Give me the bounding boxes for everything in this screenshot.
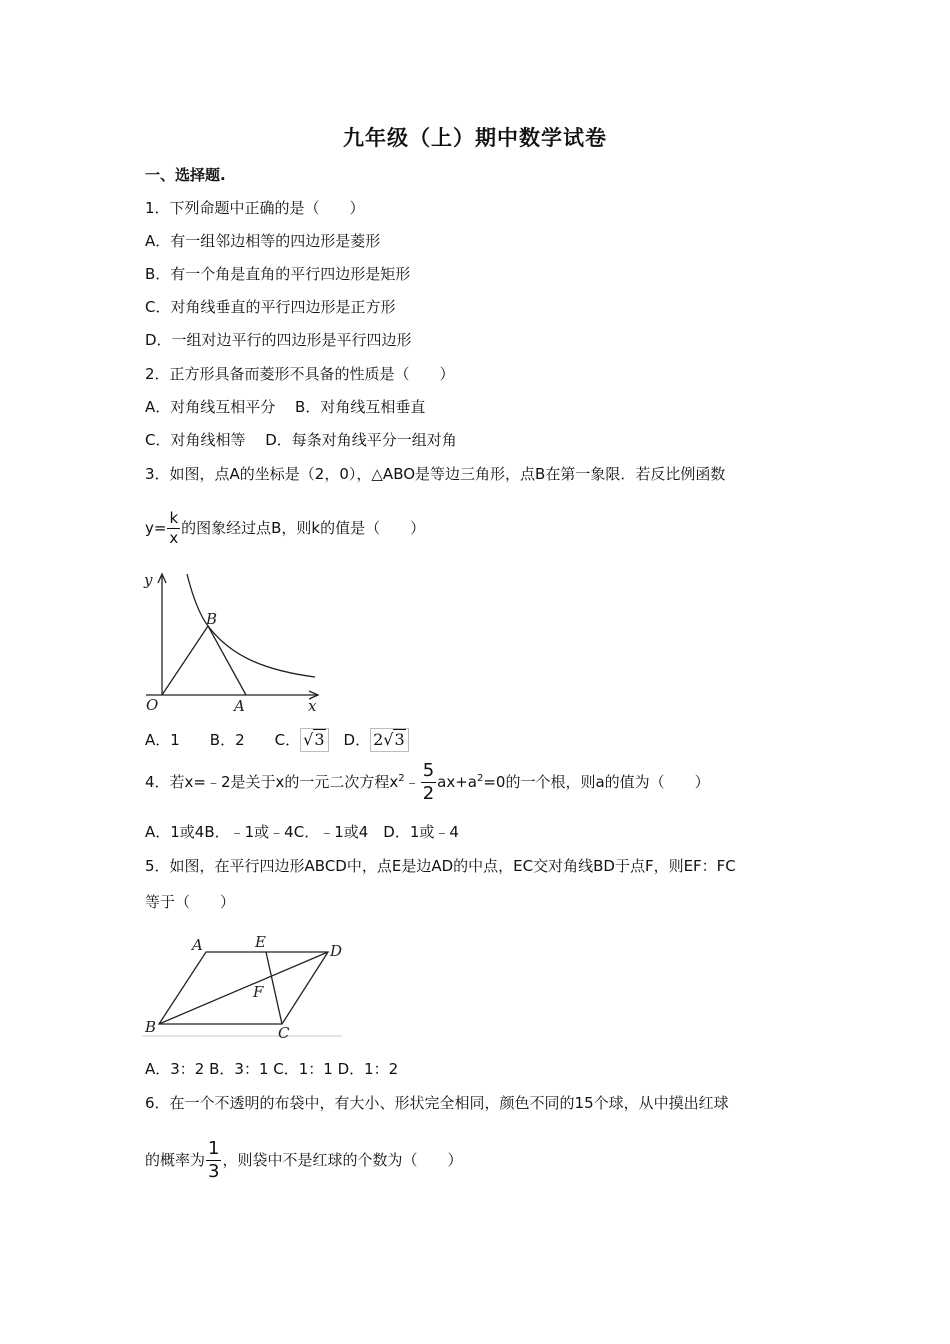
q1-option-b: B．有一个角是直角的平行四边形是矩形: [145, 265, 411, 283]
q6-stem-cont: [145, 1140, 462, 1181]
label-a: A: [234, 697, 245, 715]
page-title: 九年级（上）期中数学试卷: [343, 126, 607, 150]
q6-fraction-numerator: 1: [208, 1138, 220, 1159]
q4-stem-middle: ax+a: [437, 773, 477, 791]
q3-option-d-sqrt: 2√3: [370, 728, 409, 752]
q6-fraction: [206, 1140, 221, 1181]
q1-option-d: D．一组对边平行的四边形是平行四边形: [145, 331, 412, 349]
q3-fraction: [167, 511, 180, 546]
label-c: C: [278, 1024, 290, 1040]
q6-stem: 6．在一个不透明的布袋中，有大小、形状完全相同，颜色不同的15个球，从中摸出红球: [145, 1094, 729, 1112]
q3-option-c-radicand: 3: [314, 730, 325, 749]
q4-fraction-denominator: 2: [422, 783, 435, 804]
q4-minus: ﹣: [404, 773, 420, 791]
q4-fraction-numerator: 5: [422, 760, 435, 781]
q3-fraction-denominator: x: [169, 529, 179, 547]
q4-options: A．1或4B．﹣1或﹣4C．﹣1或4 D．1或﹣4: [145, 823, 459, 841]
q3-function-suffix: 的图象经过点B，则k的值是（ ）: [181, 519, 426, 537]
q3-figure: [142, 570, 322, 718]
q4-stem-prefix: 4．若x=﹣2是关于x的一元二次方程x: [145, 773, 399, 791]
q2-stem: 2．正方形具备而菱形不具备的性质是（ ）: [145, 365, 455, 383]
label-d: D: [330, 942, 343, 960]
q1-option-a: A．有一组邻边相等的四边形是菱形: [145, 232, 381, 250]
segment-ec: [266, 952, 282, 1024]
label-o: O: [146, 696, 159, 714]
q6-fraction-denominator: 3: [208, 1161, 220, 1182]
q4-stem-suffix: =0的一个根，则a的值为（ ）: [483, 773, 710, 791]
diagonal-bd: [159, 952, 328, 1024]
label-y: y: [144, 571, 153, 589]
q4-exponent: 2: [398, 773, 405, 784]
label-x: x: [308, 697, 317, 715]
q1-option-c: C．对角线垂直的平行四边形是正方形: [145, 298, 396, 316]
q5-stem-cont: 等于（ ）: [145, 893, 236, 911]
q2-options-ab: A．对角线互相平分 B．对角线互相垂直: [145, 398, 426, 416]
q3-option-c-sqrt: √3: [300, 728, 328, 752]
label-b: B: [145, 1018, 157, 1036]
q3-function-line: [145, 511, 425, 546]
q3-options: [145, 728, 409, 752]
q3-function-prefix: y=: [145, 519, 167, 537]
q3-option-d-radicand: 3: [394, 730, 405, 749]
q5-options: A．3：2 B．3：1 C．1：1 D．1：2: [145, 1060, 399, 1078]
label-b: B: [206, 610, 218, 628]
label-f: F: [253, 983, 264, 1001]
q2-options-cd: C．对角线相等 D．每条对角线平分一组对角: [145, 431, 457, 449]
label-e: E: [255, 933, 266, 951]
label-a: A: [192, 936, 203, 954]
q5-stem: 5．如图，在平行四边形ABCD中，点E是边AD的中点，EC交对角线BD于点F，则EF：FC: [145, 857, 736, 875]
q4-stem: [145, 762, 710, 803]
q4-fraction: [421, 762, 436, 803]
triangle-abo: [162, 626, 246, 695]
q3-fraction-numerator: k: [169, 509, 179, 527]
q3-options-ab: A．1 B．2 C．: [145, 731, 301, 749]
q6-stem-suffix: ，则袋中不是红球的个数为（ ）: [222, 1151, 463, 1169]
q6-stem-prefix: 的概率为: [145, 1151, 206, 1169]
q1-stem: 1．下列命题中正确的是（ ）: [145, 199, 365, 217]
q3-option-d-coefficient: 2: [373, 730, 384, 749]
q3-stem: 3．如图，点A的坐标是（2，0），△ABO是等边三角形，点B在第一象限．若反比例函数: [145, 465, 726, 483]
q4-exponent-2: 2: [476, 773, 484, 784]
q3-option-d-label: D．: [328, 731, 371, 749]
section-heading: 一、选择题.: [145, 166, 226, 184]
q5-figure: [142, 932, 347, 1040]
